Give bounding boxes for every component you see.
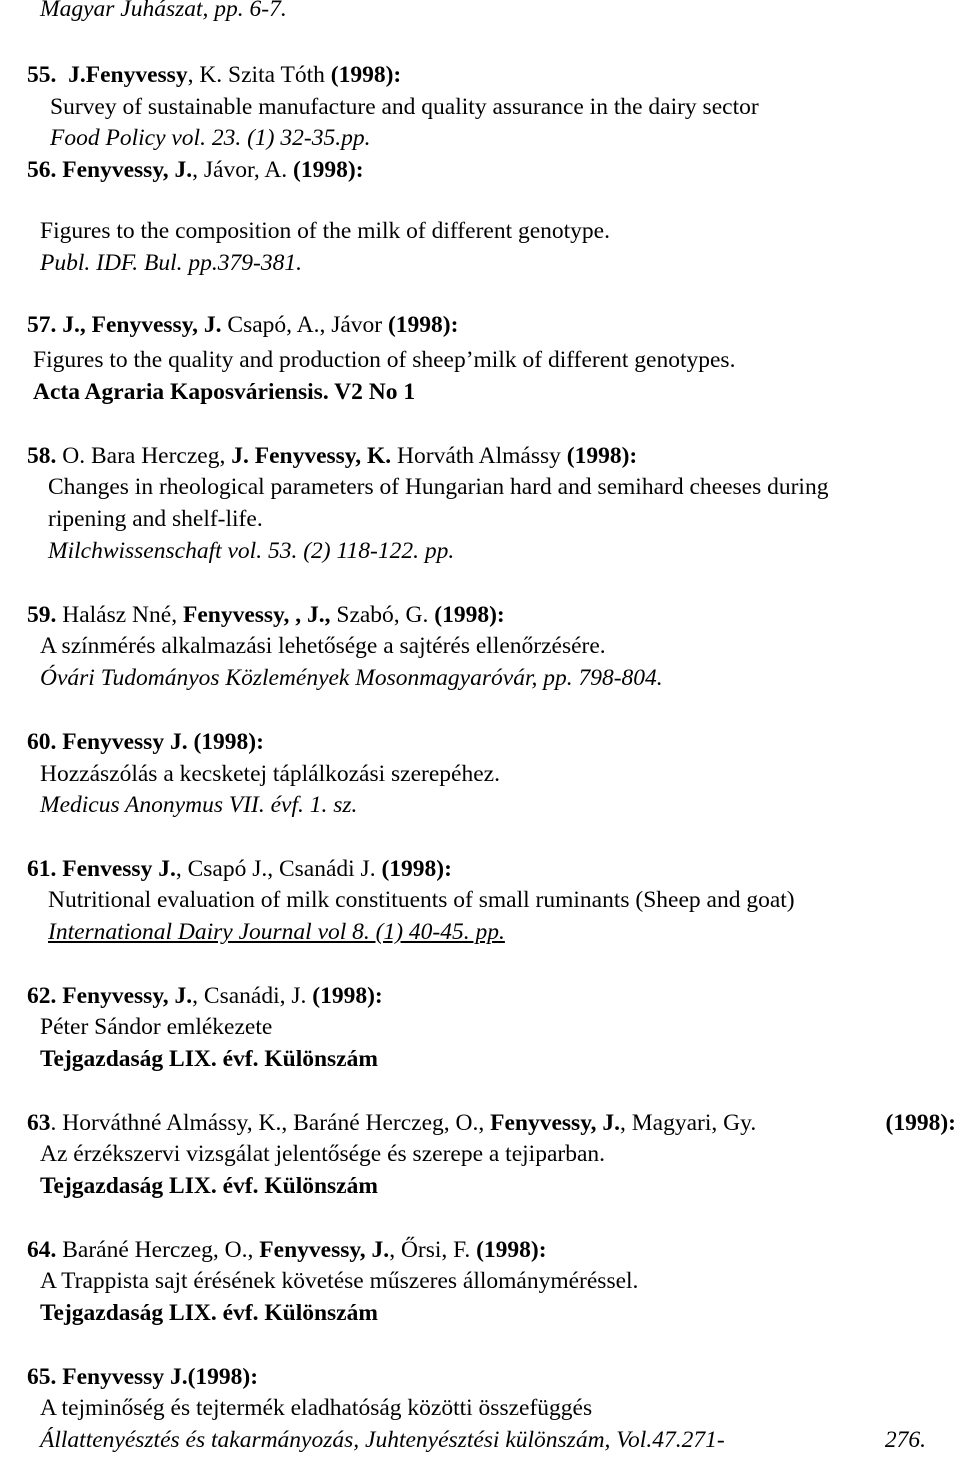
entry-58-title-line-2: ripening and shelf-life. (48, 506, 263, 532)
entry-58-source: Milchwissenschaft vol. 53. (2) 118-122. pp. (48, 538, 455, 564)
entry-64-title: A Trappista sajt érésének követése műszeres állományméréssel. (40, 1268, 639, 1294)
entry-55-header: 55. J.Fenyvessy, K. Szita Tóth (1998): (27, 62, 402, 88)
entry-64-source: Tejgazdaság LIX. évf. Különszám (40, 1300, 378, 1326)
entry-55-title: Survey of sustainable manufacture and quality assurance in the dairy sector (50, 94, 759, 120)
entry-56-source: Publ. IDF. Bul. pp.379-381. (40, 250, 302, 276)
entry-59-source: Óvári Tudományos Közlemények Mosonmagyaróvár, pp. 798-804. (40, 665, 663, 691)
entry-59-title: A színmérés alkalmazási lehetősége a sajtérés ellenőrzésére. (40, 633, 606, 659)
entry-61-title: Nutritional evaluation of milk constituents of small ruminants (Sheep and goat) (48, 887, 795, 913)
entry-60-title: Hozzászólás a kecsketej táplálkozási szerepéhez. (40, 761, 500, 787)
previous-entry-source: Magyar Juhászat, pp. 6-7. (40, 0, 287, 22)
entry-63-header: 63. Horváthné Almássy, K., Baráné Herczeg, O., Fenyvessy, J., Magyari, Gy. (27, 1110, 757, 1136)
entry-63-title: Az érzékszervi vizsgálat jelentősége és szerepe a tejiparban. (40, 1141, 606, 1167)
entry-65-source-pages-end: 276. (884, 1427, 926, 1453)
entry-65-source: Állattenyésztés és takarmányozás, Juhtenyésztési különszám, Vol.47.271- (40, 1427, 725, 1453)
entry-62-header: 62. Fenyvessy, J., Csanádi, J. (1998): (27, 983, 383, 1009)
entry-65-title: A tejminőség és tejtermék eladhatóság közötti összefüggés (40, 1395, 593, 1421)
entry-61-header: 61. Fenvessy J., Csapó J., Csanádi J. (1998): (27, 856, 452, 882)
entry-59-header: 59. Halász Nné, Fenyvessy, , J., Szabó, G. (1998): (27, 602, 505, 628)
entry-58-header: 58. O. Bara Herczeg, J. Fenyvessy, K. Horváth Almássy (1998): (27, 443, 638, 469)
entry-56-header: 56. Fenyvessy, J., Jávor, A. (1998): (27, 157, 364, 183)
entry-63-source: Tejgazdaság LIX. évf. Különszám (40, 1173, 378, 1199)
entry-65-header: 65. Fenyvessy J.(1998): (27, 1364, 259, 1390)
entry-62-title: Péter Sándor emlékezete (40, 1014, 273, 1040)
entry-56-title: Figures to the composition of the milk of different genotype. (40, 218, 610, 244)
entry-57-header: 57. J., Fenyvessy, J. Csapó, A., Jávor (1998): (27, 312, 459, 338)
entry-57-title: Figures to the quality and production of sheep’milk of different genotypes. (33, 347, 736, 373)
entry-64-header: 64. Baráné Herczeg, O., Fenyvessy, J., Őrsi, F. (1998): (27, 1237, 547, 1263)
entry-55-source: Food Policy vol. 23. (1) 32-35.pp. (50, 125, 371, 151)
entry-62-source: Tejgazdaság LIX. évf. Különszám (40, 1046, 378, 1072)
entry-58-title-line-1: Changes in rheological parameters of Hungarian hard and semihard cheeses during (48, 474, 829, 500)
entry-57-source: Acta Agraria Kaposváriensis. V2 No 1 (33, 379, 416, 405)
entry-61-source: International Dairy Journal vol 8. (1) 40-45. pp. (48, 919, 505, 945)
entry-63-year: (1998): (885, 1110, 956, 1136)
entry-60-source: Medicus Anonymus VII. évf. 1. sz. (40, 792, 358, 818)
entry-60-header: 60. Fenyvessy J. (1998): (27, 729, 264, 755)
